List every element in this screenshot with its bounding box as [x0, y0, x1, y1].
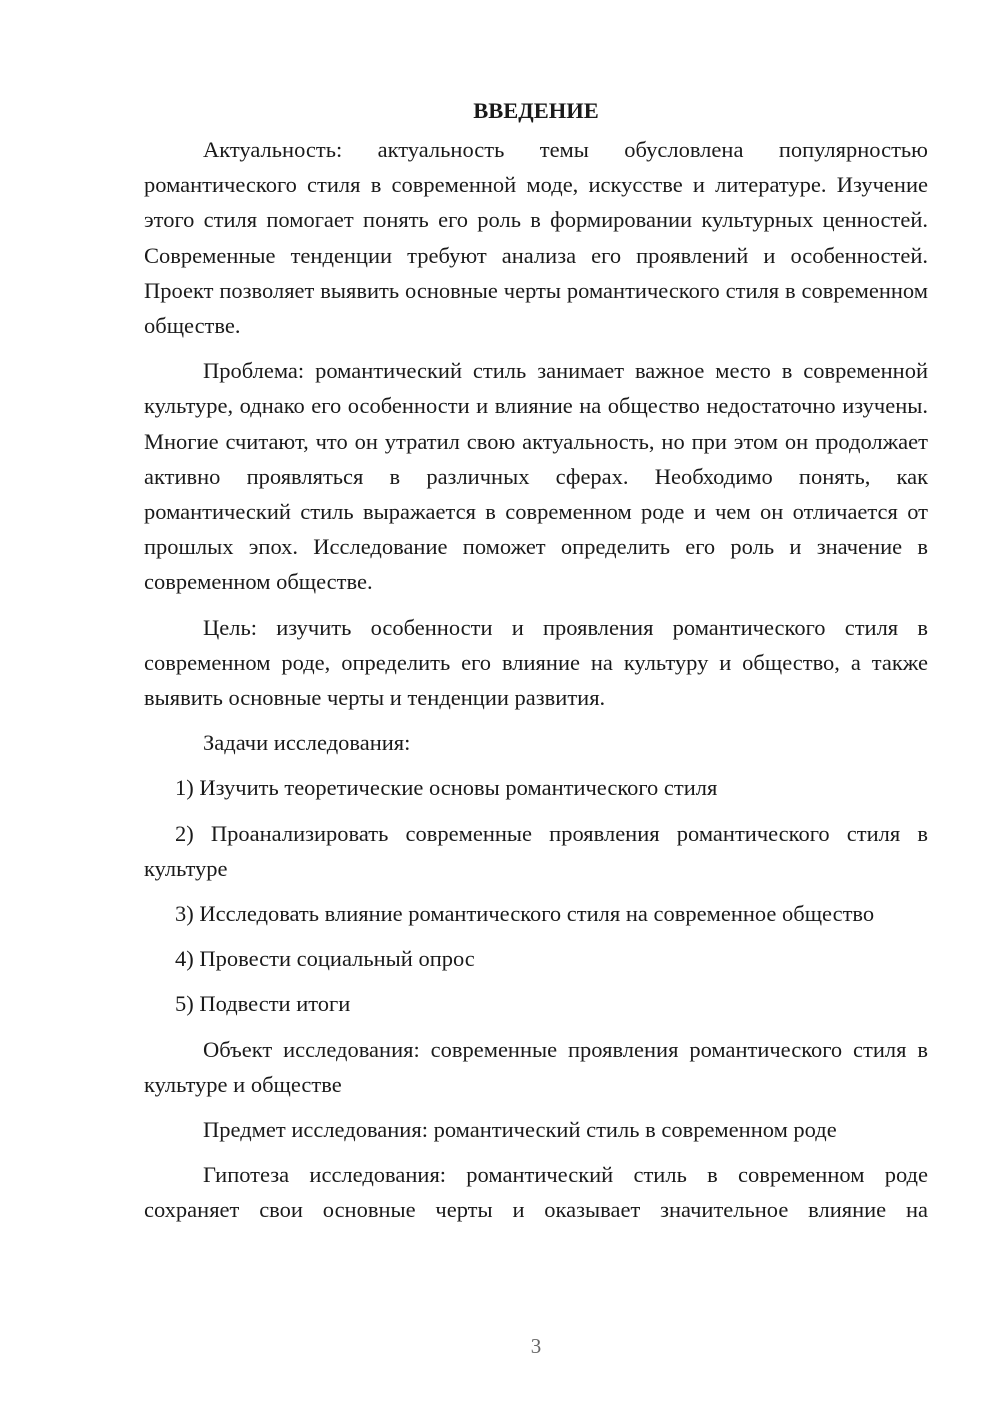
goal-paragraph: Цель: изучить особенности и проявления романтического стиля в современном роде, определить его влияние на культуру и общество, а также выявить основные черты и тенденции развития. — [144, 614, 928, 711]
relevance-paragraph: Актуальность: актуальность темы обусловлена популярностью романтического стиля в современной моде, искусстве и литературе. Изучение этого стиля помогает понять его роль в формировании культурных ценностей. Современные тенденции требуют анализа его проявлений и особенностей. Проект позволяет выявить основные черты романтического стиля в современном обществе. — [144, 137, 928, 339]
section-heading: ВВЕДЕНИЕ — [473, 98, 599, 123]
task-item-2: 2) Проанализировать современные проявления романтического стиля в культуре — [144, 820, 928, 881]
task-item-1: 1) Изучить теоретические основы романтического стиля — [175, 775, 718, 801]
task-item-5: 5) Подвести итоги — [175, 991, 351, 1017]
task-item-4: 4) Провести социальный опрос — [175, 946, 475, 972]
hypothesis-paragraph: Гипотеза исследования: романтический стиль в современном роде сохраняет свои основные черты и оказывает значительное влияние на — [144, 1162, 928, 1223]
object-paragraph: Объект исследования: современные проявления романтического стиля в культуре и обществе — [144, 1036, 928, 1097]
tasks-heading: Задачи исследования: — [203, 730, 411, 756]
problem-paragraph: Проблема: романтический стиль занимает важное место в современной культуре, однако его особенности и влияние на общество недостаточно изучены. Многие считают, что он утратил свою актуальность, но при этом он продолжает активно проявляться в различных сферах. Необходимо понять, как романтический стиль выражается в современном роде и чем он отличается от прошлых эпох. Исследование поможет определить его роль и значение в современном обществе. — [144, 358, 928, 595]
page-number: 3 — [530, 1334, 542, 1358]
page-content — [144, 96, 928, 1228]
subject-paragraph: Предмет исследования: романтический стиль в современном роде — [203, 1117, 837, 1143]
task-item-3: 3) Исследовать влияние романтического стиля на современное общество — [175, 901, 875, 927]
